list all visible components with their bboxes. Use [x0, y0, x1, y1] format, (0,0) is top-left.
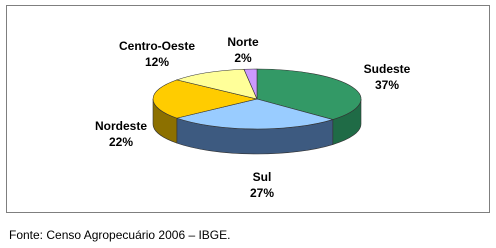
label-nordeste-name: Nordeste: [94, 119, 147, 133]
label-nordeste: [81, 118, 161, 150]
source-note: Fonte: Censo Agropecuário 2006 – IBGE.: [9, 228, 231, 242]
label-norte-name: Norte: [227, 35, 259, 49]
label-sul-value: 27%: [249, 186, 275, 200]
label-sudeste-value: 37%: [374, 78, 400, 92]
label-norte-value: 2%: [234, 51, 252, 65]
label-centro-oeste: [107, 38, 207, 70]
label-sul-name: Sul: [252, 170, 272, 184]
label-norte: [213, 34, 273, 66]
label-centro-oeste-value: 12%: [144, 55, 170, 69]
label-sul: [232, 169, 292, 201]
label-nordeste-value: 22%: [108, 135, 134, 149]
label-sudeste: [347, 61, 427, 93]
label-sudeste-name: Sudeste: [363, 62, 411, 76]
chart-frame: [6, 5, 490, 213]
label-centro-oeste-name: Centro-Oeste: [118, 39, 195, 53]
